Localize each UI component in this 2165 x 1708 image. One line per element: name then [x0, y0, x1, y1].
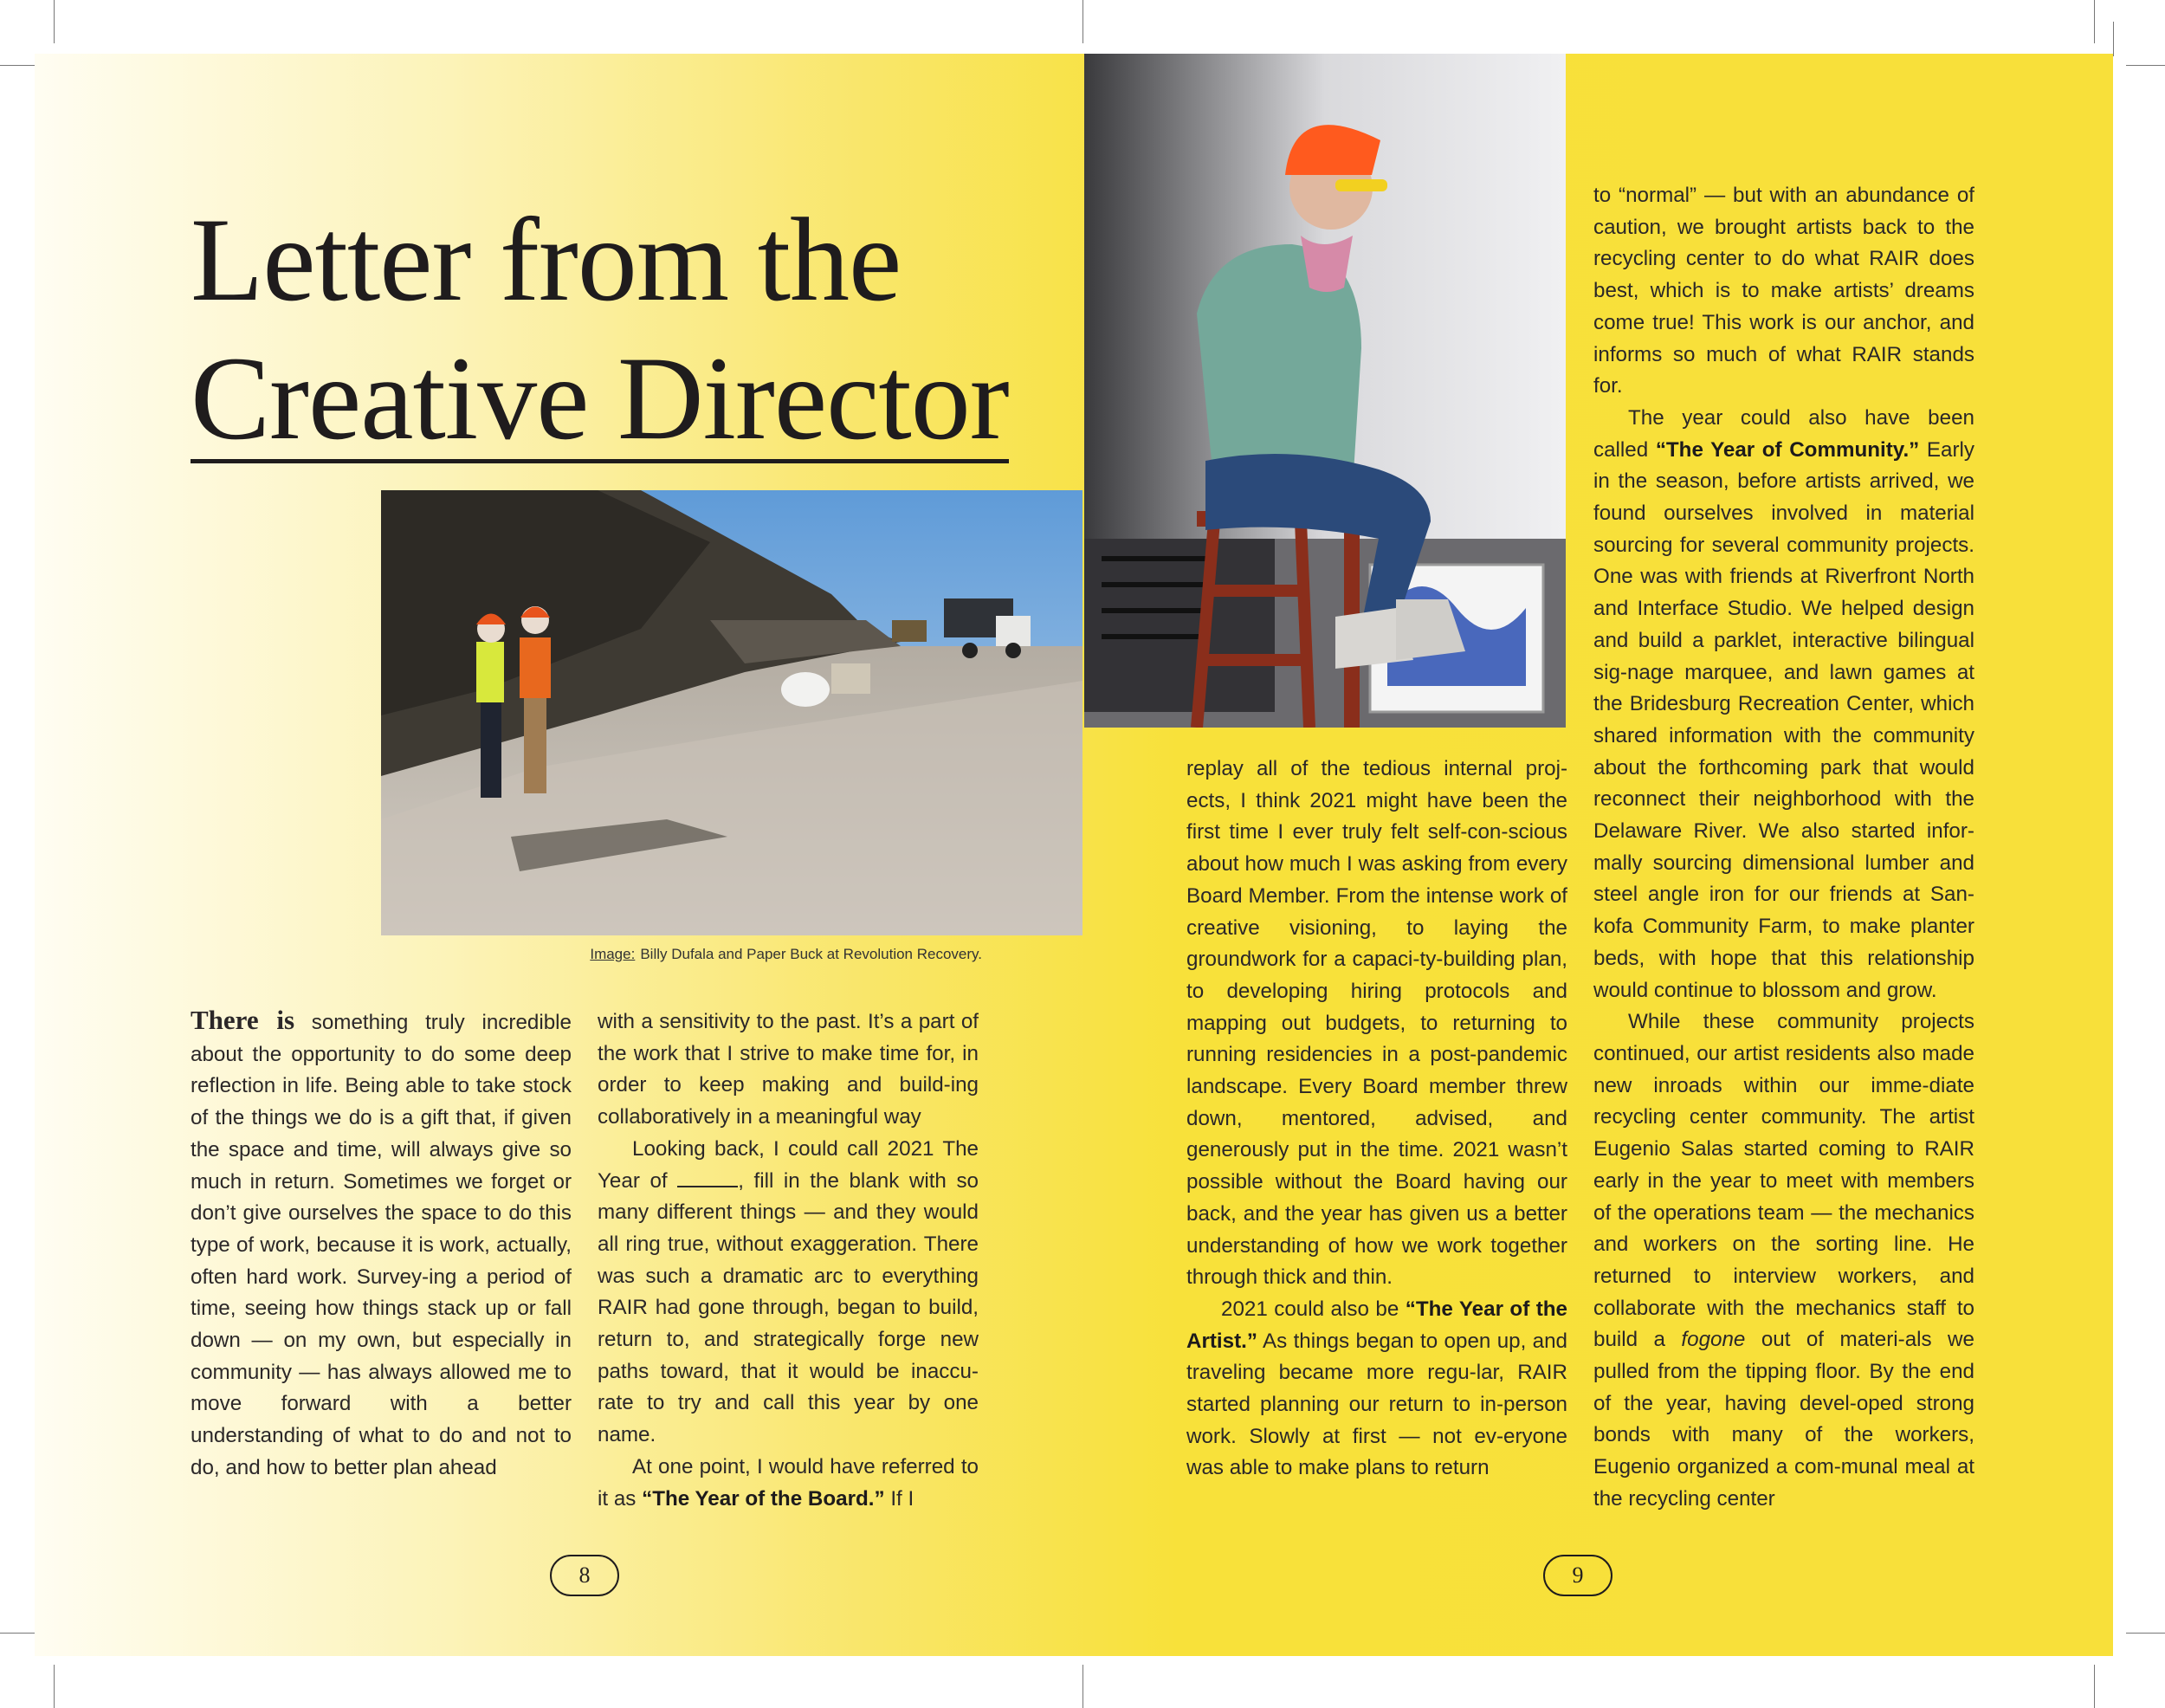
crop-mark [2126, 65, 2165, 66]
caption-text: Billy Dufala and Paper Buck at Revolution Recovery. [640, 946, 982, 962]
emphasis-italic: fogone [1681, 1328, 1746, 1352]
crop-mark [2126, 1633, 2165, 1634]
page-number-left: 8 [550, 1555, 619, 1596]
lead-in: There is [191, 1005, 295, 1035]
paragraph: to “normal” — but with an abundance of caution, we brought artists back to the recycling center to do what RAIR does best, which is to make artists’ dreams come true! This work is our anchor, and informs so much of what RAIR stands for. [1593, 184, 1974, 398]
paragraph-text: 2021 could also be [1221, 1297, 1399, 1321]
paragraph-text: Early in the season, before artists arrived, we found ourselves involved in material sourcing for several community projects. One was with friends at Riverfront North and Interface Studio. We helped design and build a parklet, interactive bilingual sig-nage marquee, and lawn games at the Bridesburg Recreation Center, which shared information with the community about the forthcoming park that would reconnect their neighborhood with the Delaware River. We also started infor-mally sourcing dimensional lumber and steel angle iron for our friends at San-kofa Community Farm, to make planter beds, with hope that this relationship would continue to blossom and grow. [1593, 437, 1974, 1002]
paragraph: replay all of the tedious internal proj-ects, I think 2021 might have been the first time I ever truly felt self-con-scious about how much I was asking from every Board Member. From the intense work of creative visioning, to laying the groundwork for a capaci-ty-building plan, to developing hiring protocols and mapping out budgets, to returning to running residencies in a post-pandemic landscape. Every Board member threw down, mentored, advised, and generously put in the time. 2021 wasn’t possible without the Board having our back, and the year has given us a better understanding of how we work together through thick and thin. [1186, 757, 1567, 1290]
page-number-right: 9 [1543, 1555, 1612, 1596]
crop-mark [2094, 0, 2095, 43]
crop-mark [2113, 22, 2114, 56]
paragraph [598, 1452, 979, 1515]
emphasis: “The Year of the Artist.” [1186, 1297, 1567, 1353]
text-column-2 [598, 1006, 979, 1515]
fill-in-blank [677, 1170, 738, 1187]
text-column-4 [1593, 180, 1974, 1516]
paragraph: with a sensitivity to the past. It’s a part of the work that I strive to make time for, in order to keep making and build-ing collaboratively in a meaningful way [598, 1010, 979, 1129]
paragraph-text: If I [890, 1486, 914, 1511]
crop-mark [2094, 1665, 2095, 1708]
paragraph [1593, 1006, 1974, 1515]
text-column-1 [191, 1005, 572, 1485]
emphasis: “The Year of the Board.” [642, 1486, 885, 1511]
paragraph [598, 1134, 979, 1452]
paragraph-text: The year could also have been called [1593, 405, 1974, 462]
crop-mark [54, 1665, 55, 1708]
paragraph-text: out of materi-als we pulled from the tipping floor. By the end of the year, having devel-oped strong bonds with many of the workers, Eugenio organized a com-munal meal at the recycling center [1593, 1328, 1974, 1511]
paragraph-text: As things began to open up, and traveling became more regu-lar, RAIR started planning our return to in-person work. Slowly at first — not ev-eryone was able to make plans to return [1186, 1329, 1568, 1480]
paragraph-text: While these community projects continued, our artist residents also made new inroads within our imme-diate recycling center community. The artist Eugenio Salas started coming to RAIR early in the year to meet with members of the operations team — the mechanics and workers on the sorting line. He returned to interview workers, and collaborate with the mechanics staff to build a [1593, 1010, 1974, 1352]
portrait-photo [1084, 54, 1566, 728]
photo-caption [381, 946, 982, 963]
title-line-1: Letter from the [191, 193, 902, 326]
paragraph-text: Looking back, I could call 2021 The Year of [598, 1136, 979, 1193]
crop-mark [1082, 0, 1083, 43]
paragraph [191, 1005, 572, 1485]
page-title [191, 191, 1009, 468]
text-column-3 [1186, 754, 1567, 1485]
emphasis: “The Year of Community.” [1655, 437, 1920, 462]
crop-mark [54, 0, 55, 43]
paragraph-text: something truly incredible about the opportunity to do some deep reflection in life. Being able to take stock of the things we do is a gift that, if given the space and time, will always give so much in return. Sometimes we forget or don’t give ourselves the space to do this type of work, because it is work, actually, often hard work. Survey-ing a period of time, seeing how things stack up or fall down — on my own, but especially in community — has always allowed me to move forward with a better understanding of what to do and not to do, and how to better plan ahead [191, 1011, 572, 1479]
caption-label: Image: [590, 946, 636, 962]
recycling-yard-photo [381, 490, 1082, 935]
paragraph [1593, 403, 1974, 1006]
crop-mark [1082, 1665, 1083, 1708]
paragraph [1186, 1294, 1567, 1485]
paragraph-text: At one point, I would have referred to it as [598, 1454, 979, 1511]
paragraph-text: , fill in the blank with so many different things — and they would all ring true, without exaggeration. There was such a dramatic arc to everything RAIR had gone through, began to build, return to, and strategically forge new paths toward, that it would be inaccu-rate to try and call this year by one name. [598, 1168, 979, 1447]
title-line-2: Creative Director [191, 332, 1009, 464]
